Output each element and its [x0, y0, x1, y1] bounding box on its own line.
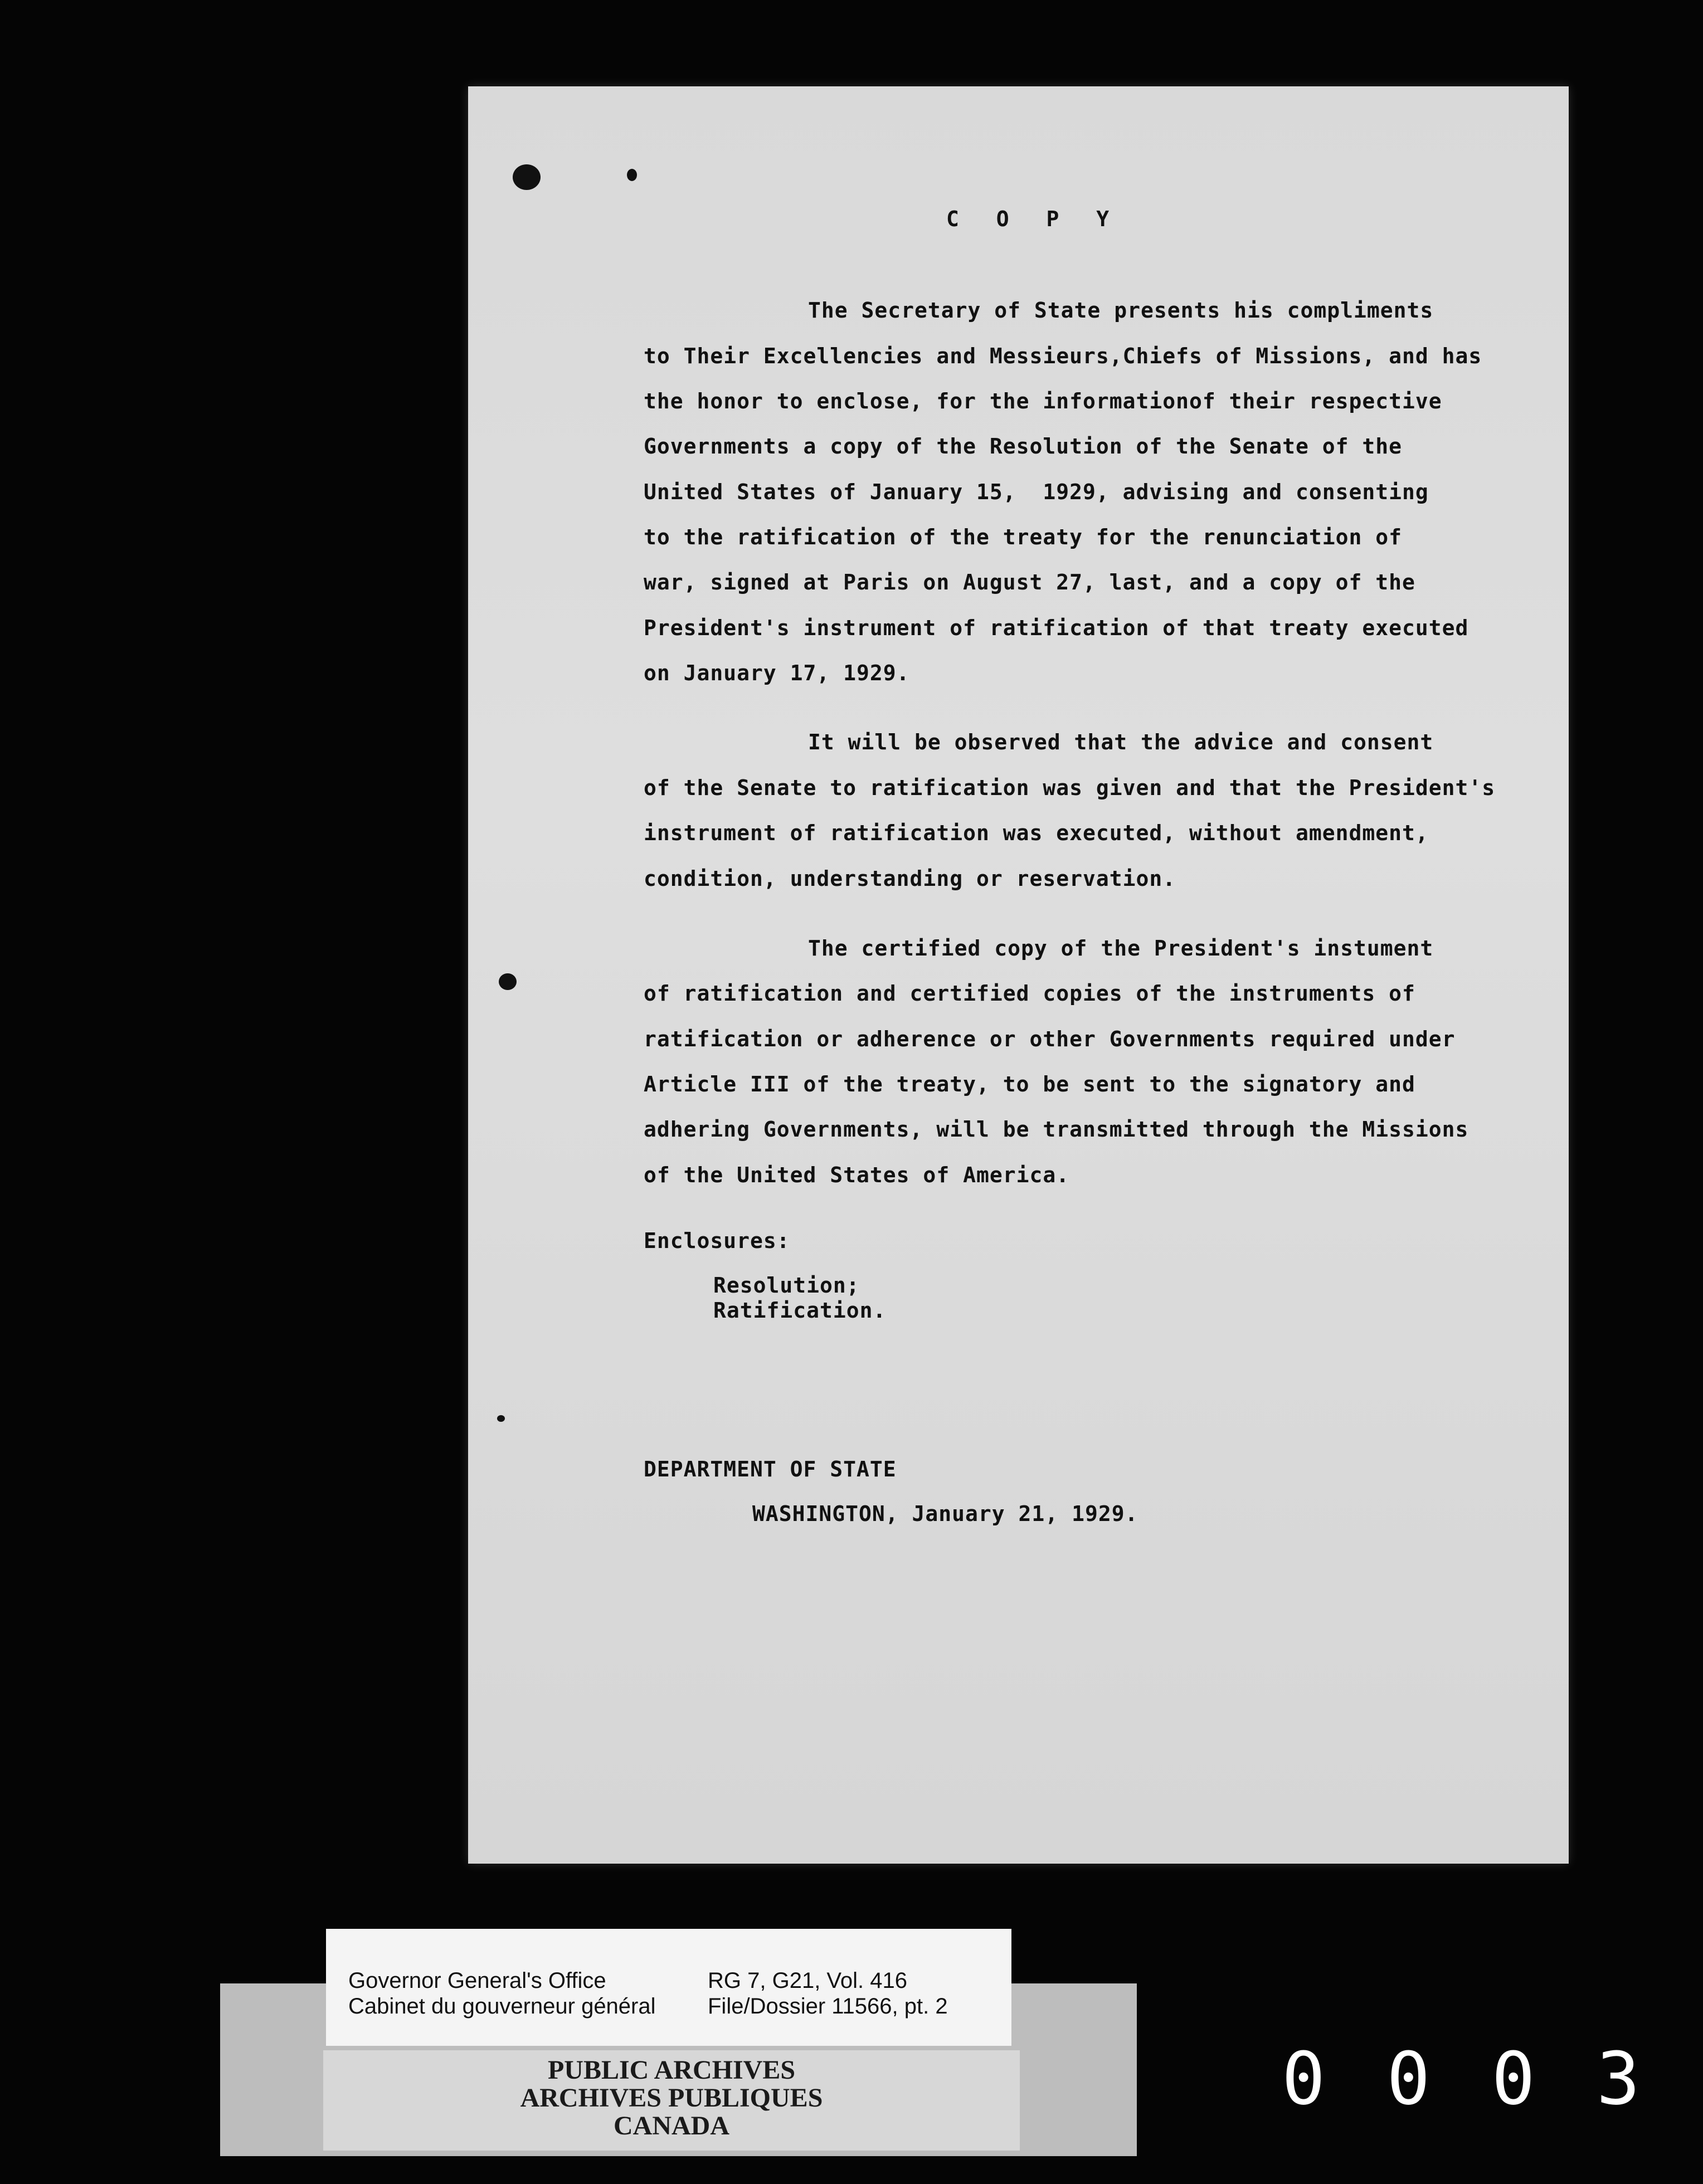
paragraph-line: President's instrument of ratification of that treaty executed: [644, 616, 1469, 640]
copy-heading: C O P Y: [946, 207, 1122, 231]
department-name: DEPARTMENT OF STATE: [644, 1457, 897, 1481]
reference-number: [708, 1968, 948, 2019]
paragraph-line: The certified copy of the President's instument: [808, 936, 1434, 961]
fonds-english: Governor General's Office: [348, 1968, 606, 1993]
stamp-line: CANADA: [614, 2111, 729, 2141]
paragraph-line: condition, understanding or reservation.: [644, 866, 1176, 891]
paragraph-line: of ratification and certified copies of the instruments of: [644, 981, 1415, 1006]
paragraph-line: Governments a copy of the Resolution of the Senate of the: [644, 434, 1403, 459]
fonds-name: [348, 1968, 656, 2019]
paragraph-line: Article III of the treaty, to be sent to the signatory and: [644, 1072, 1415, 1096]
paragraph-line: war, signed at Paris on August 27, last, and a copy of the: [644, 570, 1415, 594]
paragraph-line: of the United States of America.: [644, 1163, 1070, 1187]
enclosure-item: Ratification.: [713, 1298, 887, 1323]
file-number: File/Dossier 11566, pt. 2: [708, 1994, 948, 2019]
ink-blot: [627, 169, 637, 181]
record-group: RG 7, G21, Vol. 416: [708, 1968, 907, 1993]
place-date: WASHINGTON, January 21, 1929.: [752, 1502, 1138, 1526]
paragraph-line: The Secretary of State presents his compliments: [808, 298, 1434, 323]
stamp-line: ARCHIVES PUBLIQUES: [520, 2083, 823, 2113]
archive-stamp: [323, 2050, 1020, 2151]
paragraph-line: adhering Governments, will be transmitted through the Missions: [644, 1117, 1469, 1142]
ink-blot: [513, 164, 541, 190]
paragraph-line: ratification or adherence or other Governments required under: [644, 1027, 1456, 1051]
paragraph-line: United States of January 15, 1929, advising and consenting: [644, 480, 1429, 504]
paragraph-line: instrument of ratification was executed, without amendment,: [644, 821, 1429, 845]
paragraph-line: to Their Excellencies and Messieurs,Chiefs of Missions, and has: [644, 344, 1482, 368]
frame-number: 0003: [1282, 2036, 1702, 2121]
archive-reference-label: [326, 1929, 1011, 2046]
paragraph-line: on January 17, 1929.: [644, 661, 910, 685]
paragraph-line: of the Senate to ratification was given and that the President's: [644, 776, 1496, 800]
ink-blot: [499, 973, 517, 990]
fonds-french: Cabinet du gouverneur général: [348, 1994, 656, 2019]
paragraph-line: to the ratification of the treaty for the renunciation of: [644, 525, 1403, 549]
document-page: [468, 86, 1569, 1864]
paragraph-line: It will be observed that the advice and consent: [808, 730, 1434, 754]
ink-blot: [497, 1415, 505, 1422]
enclosures-label: Enclosures:: [644, 1228, 790, 1253]
stamp-line: PUBLIC ARCHIVES: [547, 2055, 796, 2085]
enclosure-item: Resolution;: [713, 1273, 860, 1298]
paragraph-line: the honor to enclose, for the informationof their respective: [644, 389, 1442, 413]
